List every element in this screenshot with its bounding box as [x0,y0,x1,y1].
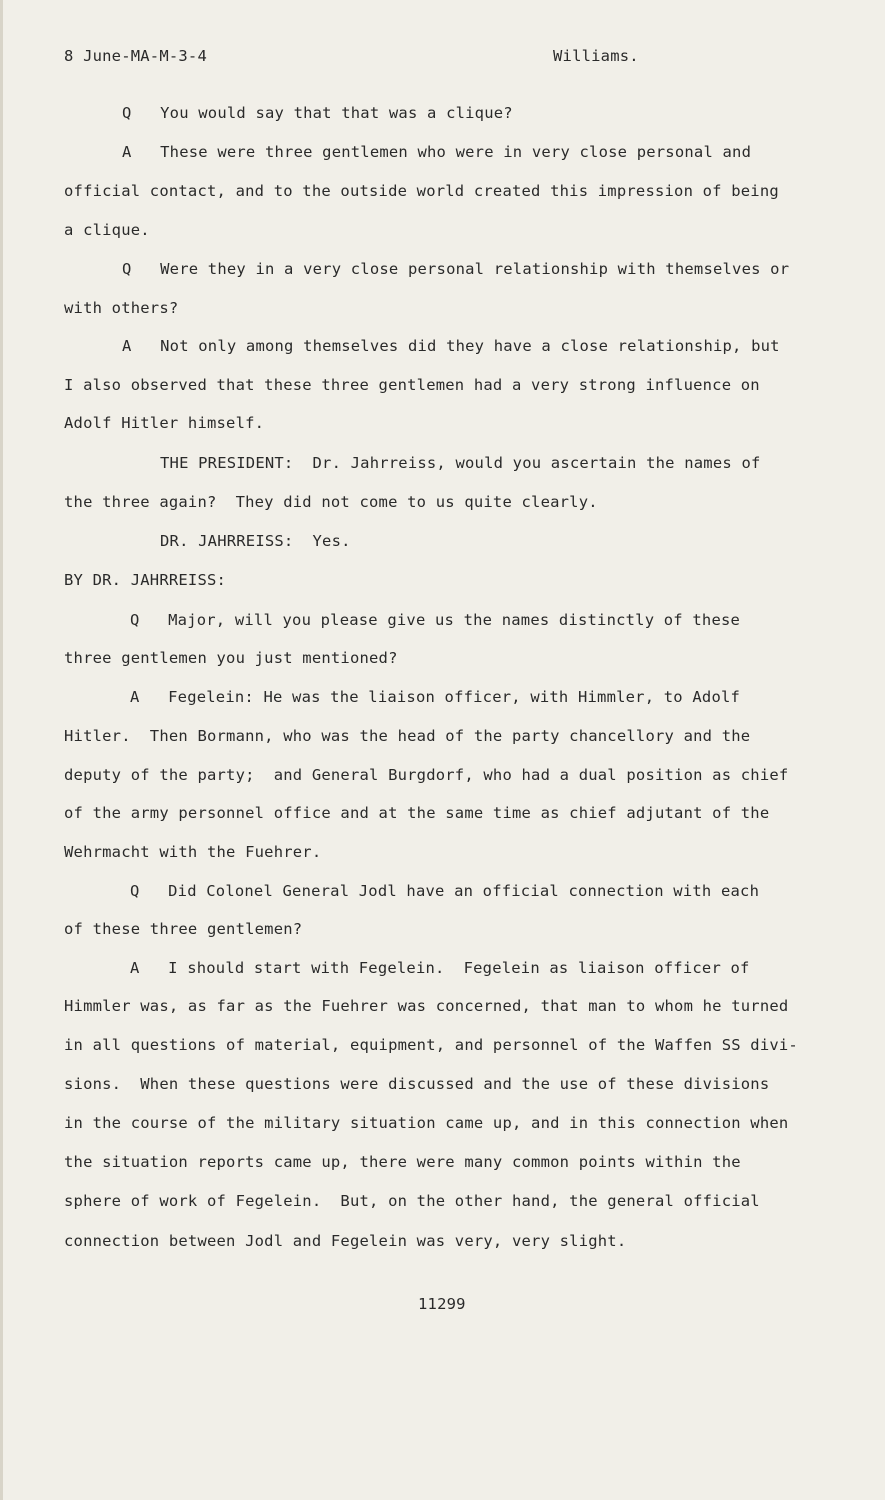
text-line: I also observed that these three gentlemen had a very strong influence on [64,376,760,394]
text-line: connection between Jodl and Fegelein was very, very slight. [64,1232,627,1250]
text-line: deputy of the party; and General Burgdorf, who had a dual position as chief [64,766,789,784]
text-line: the situation reports came up, there were many common points within the [64,1153,741,1171]
header-reference: 8 June-MA-M-3-4 [64,47,207,65]
text-line: A I should start with Fegelein. Fegelein as liaison officer of [130,959,750,977]
text-line: Q Major, will you please give us the names distinctly of these [130,611,741,629]
text-line: a clique. [64,221,150,239]
page-edge [0,0,3,1500]
text-line: sphere of work of Fegelein. But, on the other hand, the general official [64,1192,760,1210]
text-line: in all questions of material, equipment, and personnel of the Waffen SS divi- [64,1036,798,1054]
text-line: A Not only among themselves did they have a close relationship, but [122,337,780,355]
text-line: Adolf Hitler himself. [64,414,265,432]
text-line: with others? [64,299,179,317]
text-line: Q Did Colonel General Jodl have an official connection with each [130,882,760,900]
text-line: A These were three gentlemen who were in very close personal and [122,143,752,161]
text-line: THE PRESIDENT: Dr. Jahrreiss, would you ascertain the names of [160,454,761,472]
header-witness-name: Williams. [553,47,639,65]
text-line: Himmler was, as far as the Fuehrer was concerned, that man to whom he turned [64,997,789,1015]
text-line: DR. JAHRREISS: Yes. [160,532,351,550]
text-line: BY DR. JAHRREISS: [64,571,227,589]
text-line: three gentlemen you just mentioned? [64,649,398,667]
text-line: Wehrmacht with the Fuehrer. [64,843,322,861]
text-line: of the army personnel office and at the same time as chief adjutant of the [64,804,770,822]
text-line: sions. When these questions were discussed and the use of these divisions [64,1075,770,1093]
text-line: Q Were they in a very close personal relationship with themselves or [122,260,790,278]
text-line: in the course of the military situation came up, and in this connection when [64,1114,789,1132]
text-line: Hitler. Then Bormann, who was the head of the party chancellory and the [64,727,751,745]
text-line: the three again? They did not come to us quite clearly. [64,493,598,511]
text-line: Q You would say that that was a clique? [122,104,513,122]
text-line: of these three gentlemen? [64,920,303,938]
text-line: A Fegelein: He was the liaison officer, with Himmler, to Adolf [130,688,741,706]
text-line: official contact, and to the outside world created this impression of being [64,182,779,200]
page-number: 11299 [418,1295,466,1313]
